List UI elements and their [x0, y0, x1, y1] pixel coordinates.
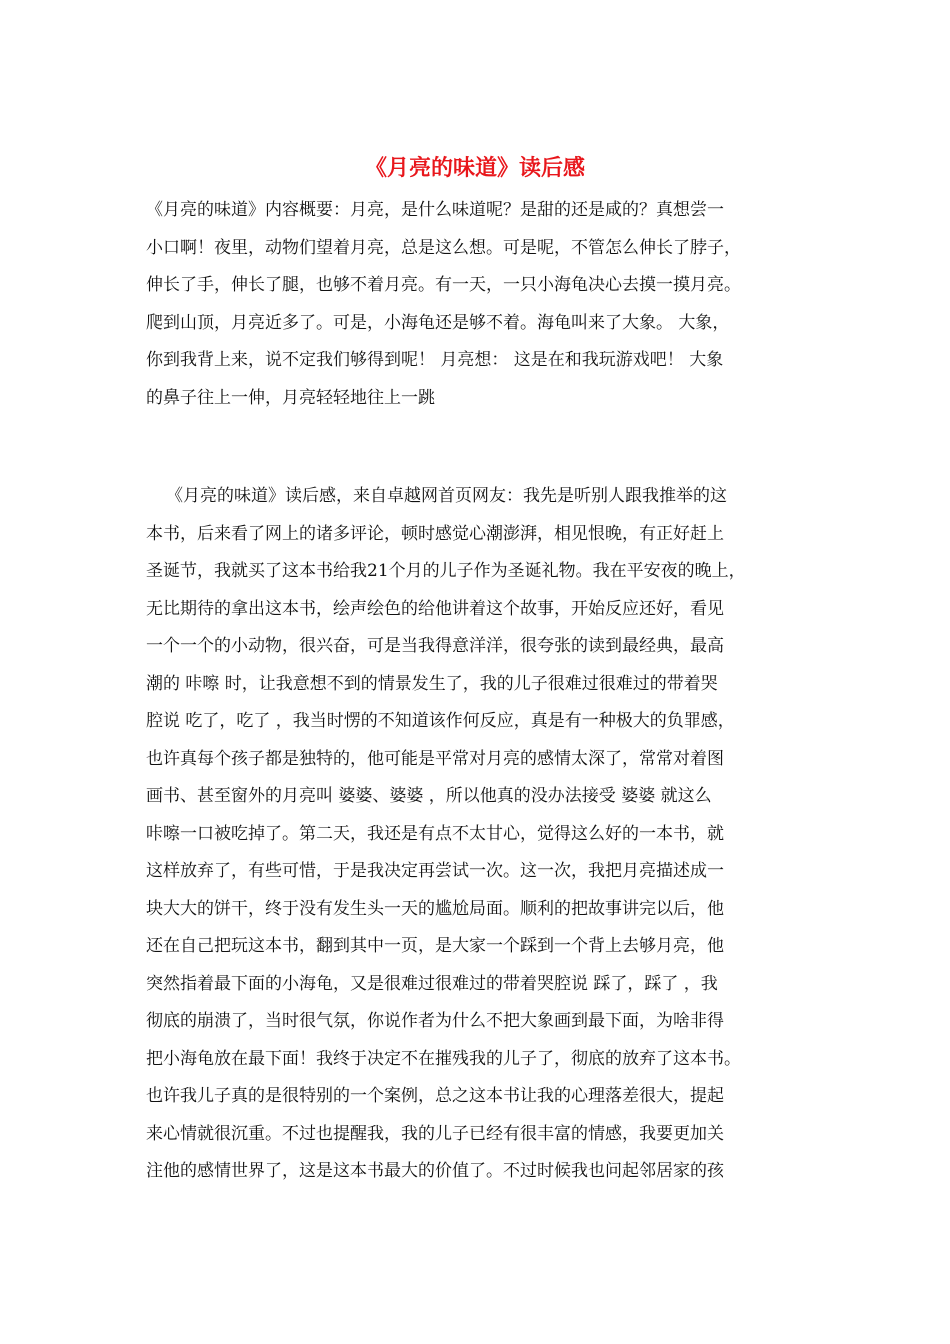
text-line: 小口啊！夜里，动物们望着月亮，总是这么想。可是呢，不管怎么伸长了脖子， [146, 237, 741, 258]
text-line: 无比期待的拿出这本书，绘声绘色的给他讲着这个故事，开始反应还好，看见 [146, 598, 724, 619]
text-line: 咔嚓一口被吃掉了。第二天，我还是有点不太甘心，觉得这么好的一本书，就 [146, 823, 724, 844]
review-paragraph [146, 478, 746, 1191]
text-line: 圣诞节，我就买了这本书给我21个月的儿子作为圣诞礼物。我在平安夜的晚上， [146, 561, 746, 581]
summary-paragraph [146, 192, 741, 417]
text-line: 也许真每个孩子都是独特的，他可能是平常对月亮的感情太深了，常常对着图 [146, 748, 724, 769]
text-line: 把小海龟放在最下面！我终于决定不在摧残我的儿子了，彻底的放弃了这本书。 [146, 1048, 741, 1069]
text-line: 伸长了手，伸长了腿，也够不着月亮。有一天，一只小海龟决心去摸一摸月亮。 [146, 275, 741, 295]
text-line: 腔说 吃了，吃了 ，我当时愣的不知道该作何反应，真是有一种极大的负罪感， [146, 711, 735, 731]
text-line: 这样放弃了，有些可惜，于是我决定再尝试一次。这一次，我把月亮描述成一 [146, 861, 724, 881]
text-line: 彻底的崩溃了，当时很气氛，你说作者为什么不把大象画到最下面，为啥非得 [146, 1011, 724, 1031]
text-line: 突然指着最下面的小海龟，又是很难过很难过的带着哭腔说 踩了，踩了 ，我 [146, 973, 718, 994]
text-line: 还在自己把玩这本书，翻到其中一页，是大家一个踩到一个背上去够月亮，他 [146, 936, 724, 956]
text-line: 《月亮的味道》读后感，来自卓越网首页网友：我先是听别人跟我推举的这 [166, 486, 727, 506]
text-line: 本书，后来看了网上的诸多评论，顿时感觉心潮澎湃，相见恨晚，有正好赶上 [146, 523, 724, 544]
text-line: 一个一个的小动物，很兴奋，可是当我得意洋洋，很夸张的读到最经典，最高 [146, 636, 724, 656]
text-line: 爬到山顶，月亮近多了。可是，小海龟还是够不着。海龟叫来了大象。 大象， [146, 312, 730, 333]
text-line: 的鼻子往上一伸，月亮轻轻地往上一跳 [146, 387, 435, 408]
text-line: 潮的 咔嚓 时，让我意想不到的情景发生了，我的儿子很难过很难过的带着哭 [146, 673, 718, 694]
text-line: 注他的感情世界了，这是这本书最大的价值了。不过时候我也问起邻居家的孩 [146, 1161, 724, 1181]
text-line: 来心情就很沉重。不过也提醒我，我的儿子已经有很丰富的情感，我要更加关 [146, 1123, 724, 1144]
text-line: 画书、甚至窗外的月亮叫 婆婆、婆婆 ，所以他真的没办法接受 婆婆 就这么 [146, 786, 712, 806]
text-line: 也许我儿子真的是很特别的一个案例，总之这本书让我的心理落差很大，提起 [146, 1086, 724, 1106]
text-line: 块大大的饼干，终于没有发生头一天的尴尬局面。顺利的把故事讲完以后，他 [146, 898, 724, 919]
text-line: 你到我背上来，说不定我们够得到呢！ 月亮想： 这是在和我玩游戏吧！ 大象 [146, 350, 724, 370]
text-line: 《月亮的味道》内容概要：月亮，是什么味道呢？是甜的还是咸的？真想尝一 [146, 200, 724, 220]
document-title: 《月亮的味道》读后感 [364, 155, 585, 181]
